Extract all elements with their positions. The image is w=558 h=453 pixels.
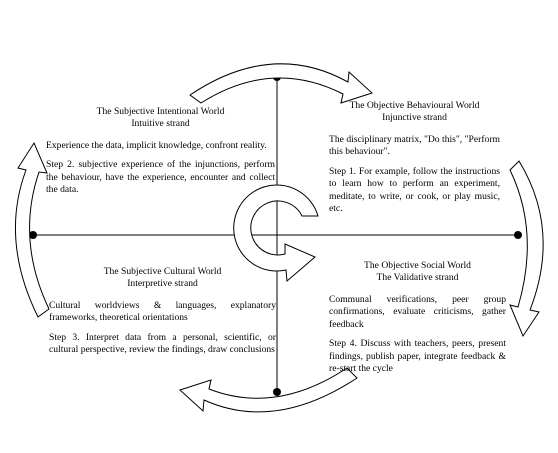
left-cycle-arrow [15, 143, 49, 317]
quadrant-step: Step 3. Interpret data from a personal, scientific, or cultural perspective, review the findings, draw conclusions [49, 331, 276, 356]
quadrant-description: Experience the data, implicit knowledge, confront reality. [46, 139, 267, 151]
quadrant-subtitle: Interpretive strand [127, 278, 198, 290]
quadrant-top-left [46, 106, 275, 197]
quadrant-title: The Subjective Cultural World [103, 266, 222, 277]
quadrant-top-right [329, 100, 500, 216]
quadrant-subtitle: Intuitive strand [131, 118, 190, 130]
quadrant-description: Cultural worldviews & languages, explanatory frameworks, theoretical orientations [49, 299, 276, 324]
quadrant-description: Communal verifications, peer group confirmations, evaluate criticisms, gather feedback [329, 293, 506, 330]
right-cycle-arrow [510, 161, 543, 336]
quadrant-title: The Subjective Intentional World [96, 106, 225, 117]
quadrant-bottom-right [329, 260, 506, 376]
quadrant-bottom-left [49, 266, 276, 357]
quadrant-title: The Objective Behavioural World [349, 100, 480, 111]
quadrant-step: Step 2. subjective experience of the injunctions, perform the behaviour, have the experience, encounter and collect the data. [46, 159, 275, 196]
quadrant-step: Step 4. Discuss with teachers, peers, present findings, publish paper, integrate feedback & re-start the cycle [329, 338, 506, 375]
quadrant-step: Step 1. For example, follow the instructions to learn how to perform an experiment, meditate, to write, or cook, or play music, etc. [329, 165, 500, 215]
quadrant-description: The disciplinary matrix, "Do this", "Perform this behaviour". [329, 133, 500, 158]
quadrant-subtitle: The Validative strand [376, 272, 459, 284]
axis-endpoint-bottom [273, 388, 281, 396]
top-cycle-arrow [190, 64, 372, 103]
quadrant-subtitle: Injunctive strand [382, 112, 447, 124]
quadrant-title: The Objective Social World [364, 260, 471, 271]
axis-endpoint-right [514, 231, 522, 239]
